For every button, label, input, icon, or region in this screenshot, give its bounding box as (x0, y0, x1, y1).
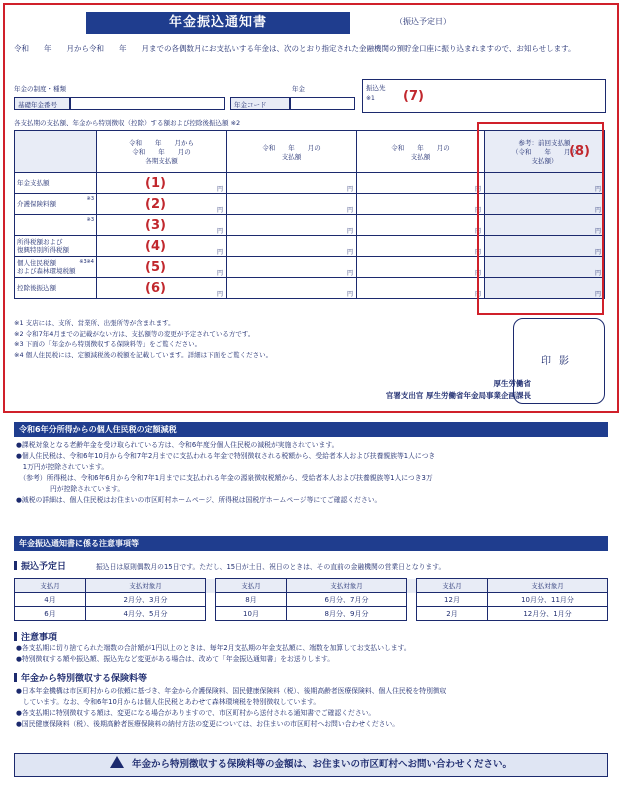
sec1-item: ●個人住民税は、令和6年10月から令和7年2月までに支払われる年金で特別徴収される税額から、受給者本人および扶養親族等1人につき (16, 452, 436, 460)
schedule-cell: 12月分、1月分 (488, 607, 608, 621)
hdr-col2: 令和 年 月の 支払額 (227, 131, 357, 173)
hoken-item: ●国民健康保険料（税）、後期高齢者医療保険料の納付方法の変更については、お住まいの市区町村へお問い合わせください。 (16, 720, 400, 728)
sched-gap (407, 579, 417, 593)
amount-cell (227, 194, 357, 215)
caution-items (16, 643, 606, 665)
sec1-item: ●課税対象となる老齢年金を受け取られている方は、令和6年度分個人住民税の減税が実施されています。 (16, 441, 339, 449)
amount-row (15, 173, 605, 194)
amount-cell (97, 257, 227, 278)
row-label (15, 173, 97, 194)
yen-unit: 円 (346, 291, 353, 298)
row-note: ※3※4 (79, 259, 94, 265)
signature-line-1: 厚生労働省 (493, 379, 531, 388)
furikomi-num: (7) (403, 89, 424, 104)
kiso-label-box (14, 97, 70, 110)
schedule-cell: 4月分、5月分 (86, 607, 206, 621)
schedule-cell: 12月 (417, 593, 488, 607)
sched-gap (407, 607, 417, 621)
amount-cell (97, 173, 227, 194)
hoken-heading: 年金から特別徴収する保険料等 (14, 671, 147, 684)
hoken-item: ●各支払期に特別徴収する額は、変更になる場合がありますので、市区町村から送付される通知書でご確認ください。 (16, 709, 376, 717)
sched-gap (206, 593, 216, 607)
document-title: 年金振込通知書 (86, 12, 350, 34)
hdr-col3: 令和 年 月の 支払額 (357, 131, 485, 173)
schedule-cell: 2月分、3月分 (86, 593, 206, 607)
amount-row (15, 215, 605, 236)
amount-cell (357, 194, 485, 215)
row-label-text: 個人住民税額 および森林環境税額 (17, 259, 76, 275)
furikomi-note: ※1 (366, 95, 375, 102)
sched-head: 支払対象月 (287, 579, 407, 593)
yen-unit: 円 (346, 207, 353, 214)
yen-unit: 円 (216, 207, 223, 214)
sec1-items (16, 440, 606, 506)
amount-cell (485, 215, 605, 236)
yen-unit: 円 (594, 207, 601, 214)
yen-unit: 円 (346, 186, 353, 193)
sched-head: 支払対象月 (488, 579, 608, 593)
bottom-notice-text: 年金から特別徴収する保険料等の金額は、お住まいの市区町村へお問い合わせください。 (131, 759, 512, 770)
row-label-text: 控除後振込額 (17, 284, 56, 292)
schedule-cell: 10月 (216, 607, 287, 621)
furikomi-box (362, 79, 606, 113)
row-label (15, 236, 97, 257)
seido-label: 年金の制度・種類 (14, 85, 66, 93)
amount-cell (357, 257, 485, 278)
sched-gap (206, 607, 216, 621)
note-1: ※1 支店には、支所、営業所、出張所等が含まれます。 (14, 319, 175, 327)
col4-num: (8) (569, 144, 590, 159)
schedule-note: 振込日は原則偶数月の15日です。ただし、15日が土日、祝日のときは、その直前の金融機関の営業日となります。 (96, 563, 446, 571)
row-label (15, 194, 97, 215)
yen-unit: 円 (216, 270, 223, 277)
amount-cell (485, 278, 605, 299)
yen-unit: 円 (346, 270, 353, 277)
amount-cell (357, 278, 485, 299)
amount-cell (97, 215, 227, 236)
yen-unit: 円 (594, 249, 601, 256)
note-4: ※4 個人住民税には、定額減税後の税額を記載しています。詳細は下面をご覧ください。 (14, 350, 273, 359)
warning-icon (110, 756, 124, 768)
yen-unit: 円 (594, 270, 601, 277)
signature (386, 378, 531, 402)
row-label-text: 所得税額および 復興特別所得税額 (17, 238, 69, 254)
yen-unit: 円 (594, 228, 601, 235)
bottom-notice (14, 753, 608, 777)
sched-gap (407, 593, 417, 607)
yen-unit: 円 (474, 291, 481, 298)
hdr-blank (15, 131, 97, 173)
sched-head: 支払月 (216, 579, 287, 593)
amount-cell (97, 278, 227, 299)
hoken-item: しています。なお、令和6年10月からは個人住民税とあわせて森林環境税を特別徴収しています。 (16, 698, 321, 706)
code-value (290, 97, 355, 110)
seal-box: 印影 (513, 318, 605, 404)
sec1-item: ●減税の詳細は、個人住民税はお住まいの市区町村ホームページ、所得税は国税庁ホームページ等にてご確認ください。 (16, 496, 382, 504)
schedule-table (14, 578, 608, 621)
sec1-title: 令和6年分所得からの個人住民税の定額減税 (14, 422, 608, 437)
amount-cell (357, 215, 485, 236)
hoken-item: ●日本年金機構は市区町村からの依頼に基づき、年金から介護保険料、国民健康保険料（税）、後期高齢者医療保険料、個人住民税を特別徴収 (16, 687, 447, 695)
yen-unit: 円 (216, 291, 223, 298)
row-label (15, 257, 97, 278)
schedule-cell: 8月分、9月分 (287, 607, 407, 621)
yen-unit: 円 (474, 186, 481, 193)
amount-cell (97, 194, 227, 215)
yen-unit: 円 (474, 249, 481, 256)
sec1-item: 円が控除されています。 (16, 485, 125, 493)
row-number: (4) (145, 239, 166, 254)
yen-unit: 円 (474, 207, 481, 214)
note-3: ※3 下面の「年金から特別徴収する保険料等」をご覧ください。 (14, 340, 202, 348)
hdr-col1: 令和 年 月から 令和 年 月の 各期支払額 (97, 131, 227, 173)
yen-unit: 円 (216, 228, 223, 235)
hoken-items (16, 686, 606, 730)
code-label-box (230, 97, 290, 110)
yen-unit: 円 (594, 291, 601, 298)
yen-unit: 円 (474, 228, 481, 235)
caution-item: ●特別徴収する額や振込額、振込先など変更がある場合は、改めて「年金振込通知書」をお送りします。 (16, 655, 335, 663)
amount-cell (485, 173, 605, 194)
amount-table (14, 130, 605, 299)
sec2-title: 年金振込通知書に係る注意事項等 (14, 536, 608, 551)
kiso-value (70, 97, 225, 110)
row-note: ※3 (86, 196, 94, 202)
code-label: 年金コード (234, 101, 267, 109)
yen-unit: 円 (594, 186, 601, 193)
table-caption: 各支払期の支払額、年金から特別徴収（控除）する額および控除後振込額 ※2 (14, 119, 241, 127)
schedule-row (15, 593, 608, 607)
intro-text: 令和 年 月から令和 年 月までの各偶数月にお支払いする年金は、次のとおり指定された金融機関の預貯金口座に振り込まれますので、お知らせします。 (14, 44, 576, 53)
sched-head: 支払月 (15, 579, 86, 593)
notes (14, 318, 504, 360)
yen-unit: 円 (346, 228, 353, 235)
schedule-cell: 2月 (417, 607, 488, 621)
schedule-cell: 4月 (15, 593, 86, 607)
schedule-cell: 10月分、11月分 (488, 593, 608, 607)
sched-head: 支払対象月 (86, 579, 206, 593)
amount-row (15, 257, 605, 278)
row-label-text: 年金支払額 (17, 179, 50, 187)
amount-cell (357, 173, 485, 194)
note-2: ※2 令和7年4月までの記載がない方は、支払額等の変更が予定されている方です。 (14, 329, 255, 338)
caution-item: ●各支払期に切り捨てられた端数の合計額が1円以上のときは、毎年2月支払期の年金支払額に、端数を加算してお支払いします。 (16, 644, 411, 652)
caution-heading: 注意事項 (14, 630, 57, 643)
amount-cell (485, 257, 605, 278)
amount-cell (227, 257, 357, 278)
furikomi-label: 振込先 (366, 84, 386, 92)
yen-unit: 円 (216, 186, 223, 193)
schedule-cell: 6月 (15, 607, 86, 621)
yen-unit: 円 (346, 249, 353, 256)
row-number: (2) (145, 197, 166, 212)
yen-unit: 円 (474, 270, 481, 277)
row-number: (1) (145, 176, 166, 191)
schedule-cell: 8月 (216, 593, 287, 607)
row-label-text: 介護保険料額 (17, 200, 56, 208)
amount-cell (357, 236, 485, 257)
hdr-col4: 参考：前回支払額 （令和 年 月の 支払額） (8) (485, 131, 605, 173)
kiso-label: 基礎年金番号 (18, 101, 57, 109)
signature-line-2: 官署支出官 厚生労働省年金局事業企画課長 (385, 391, 531, 400)
nenkin-label: 年金 (292, 85, 305, 93)
schedule-row (15, 607, 608, 621)
sec1-item: 1万円が控除されています。 (16, 463, 109, 471)
row-note: ※3 (86, 217, 94, 223)
row-number: (3) (145, 218, 166, 233)
amount-cell (227, 215, 357, 236)
sched-gap (206, 579, 216, 593)
row-number: (6) (145, 281, 166, 296)
row-number: (5) (145, 260, 166, 275)
schedule-heading: 振込予定日 (14, 559, 66, 572)
amount-row (15, 236, 605, 257)
amount-cell (485, 236, 605, 257)
amount-row (15, 278, 605, 299)
amount-cell (227, 173, 357, 194)
yen-unit: 円 (216, 249, 223, 256)
schedule-cell: 6月分、7月分 (287, 593, 407, 607)
row-label (15, 215, 97, 236)
sched-head: 支払月 (417, 579, 488, 593)
amount-cell (227, 236, 357, 257)
amount-cell (485, 194, 605, 215)
sec1-item: （参考）所得税は、令和6年6月から令和7年1月までに支払われる年金の源泉徴収税額から、受給者本人および扶養親族等1人につき3万 (16, 474, 433, 482)
amount-cell (227, 278, 357, 299)
amount-cell (97, 236, 227, 257)
amount-row (15, 194, 605, 215)
row-label (15, 278, 97, 299)
title-sub: （振込予定日） (395, 17, 451, 26)
